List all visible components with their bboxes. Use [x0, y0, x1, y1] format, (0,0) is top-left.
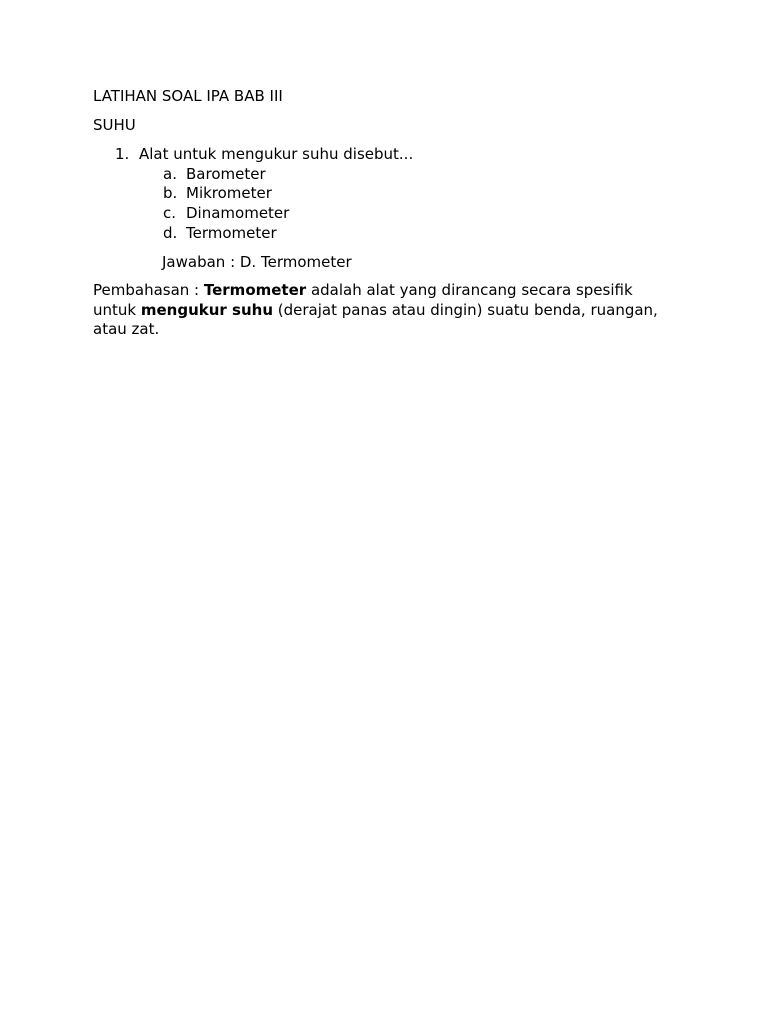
- option-d-text: Termometer: [186, 224, 277, 242]
- document-subtitle: SUHU: [93, 116, 136, 134]
- option-b-text: Mikrometer: [186, 184, 272, 202]
- explanation-paragraph: [93, 281, 668, 340]
- explanation-part1: adalah alat yang dirancang secara spesifik untuk: [93, 281, 633, 319]
- option-b-letter: b.: [163, 184, 178, 202]
- explanation-term: Termometer: [203, 281, 307, 299]
- option-c-text: Dinamometer: [186, 204, 290, 222]
- option-c-letter: c.: [163, 204, 177, 222]
- option-d-letter: d.: [163, 224, 178, 242]
- explanation-label: Pembahasan :: [93, 281, 204, 299]
- option-a-text: Barometer: [186, 165, 266, 183]
- explanation-part2: (derajat panas atau dingin) suatu benda, ruangan, atau zat.: [93, 300, 658, 338]
- option-a-letter: a.: [163, 165, 177, 183]
- answer-text: Jawaban : D. Termometer: [162, 253, 352, 271]
- question-number: 1.: [115, 145, 130, 163]
- document-title: LATIHAN SOAL IPA BAB III: [93, 87, 283, 105]
- explanation-emphasis: mengukur suhu: [140, 300, 273, 319]
- question-text: Alat untuk mengukur suhu disebut...: [139, 145, 414, 163]
